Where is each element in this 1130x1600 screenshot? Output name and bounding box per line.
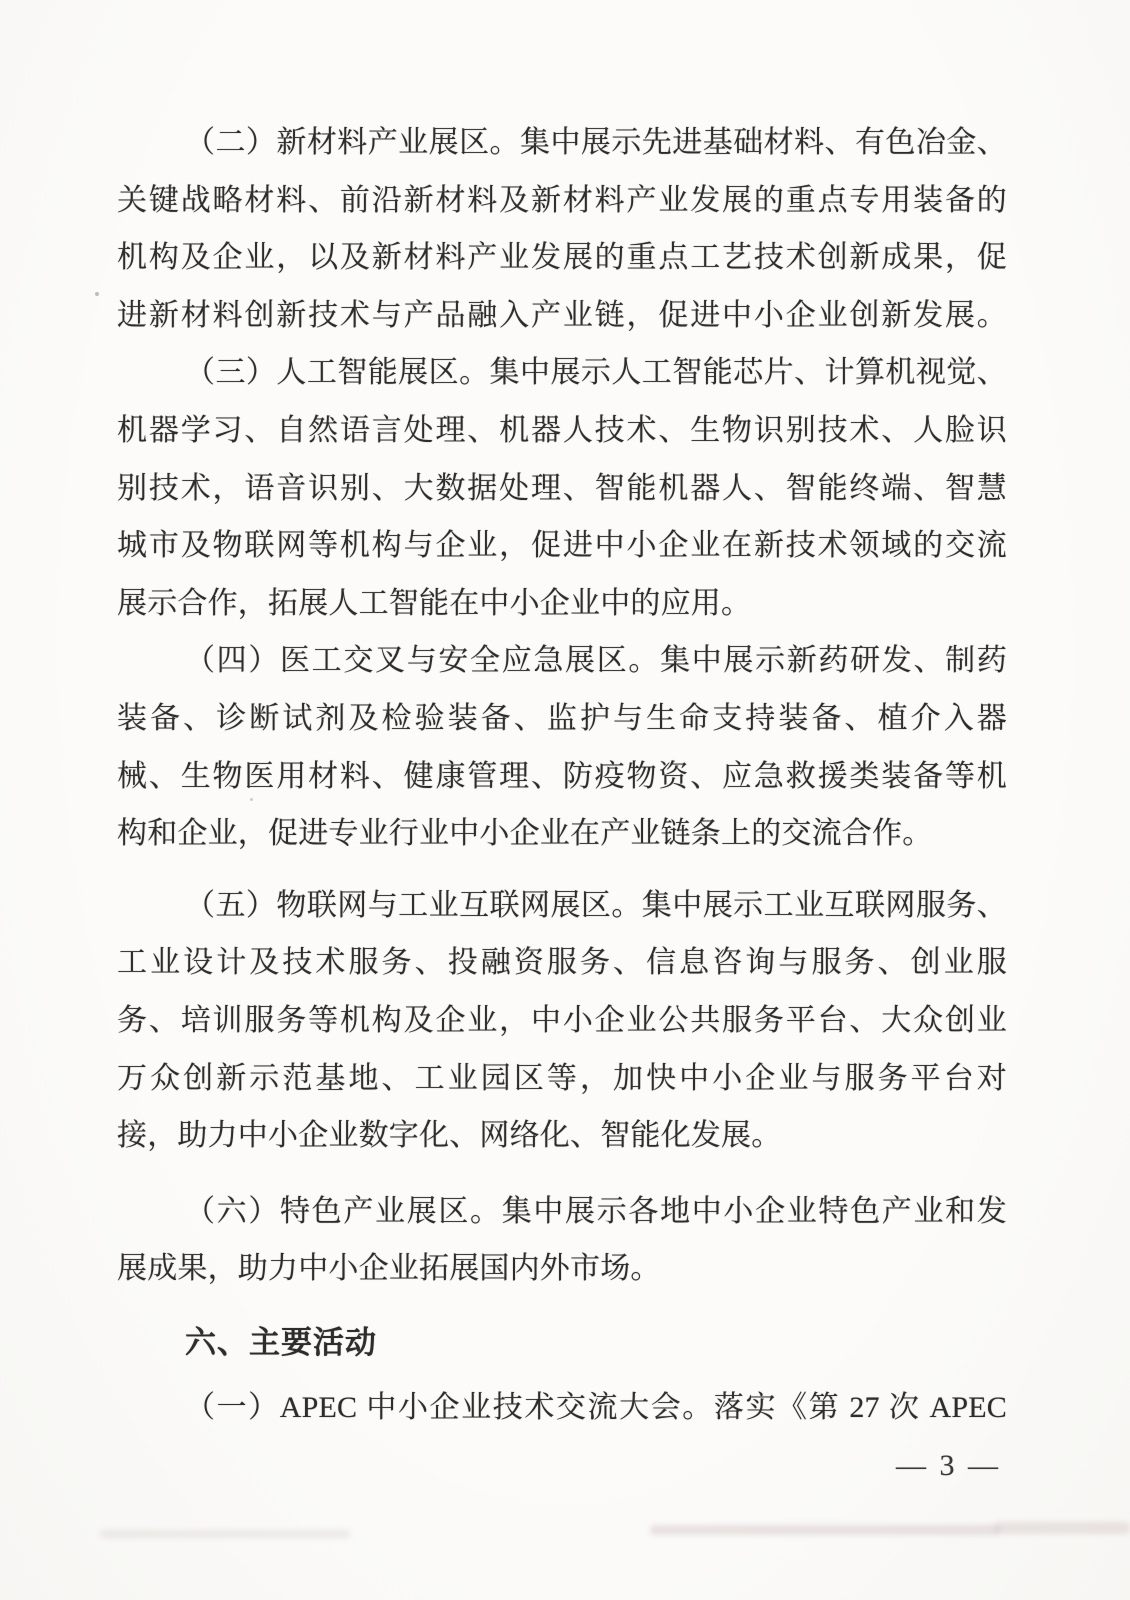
- heading-main-activities: [117, 1314, 1007, 1372]
- text-line: （四）医工交叉与安全应急展区。集中展示新药研发、制药: [185, 644, 1007, 678]
- text-line: 机器学习、自然语言处理、机器人技术、生物识别技术、人脸识: [117, 413, 1007, 447]
- text-line: 接，助力中小企业数字化、网络化、智能化发展。: [117, 1119, 782, 1153]
- text-line: 务、培训服务等机构及企业，中小企业公共服务平台、大众创业: [117, 1003, 1007, 1037]
- scan-artifact-bleedthrough: [995, 1522, 1130, 1534]
- text-line: 械、生物医用材料、健康管理、防疫物资、应急救援类装备等机: [117, 759, 1007, 793]
- text-line: 关键战略材料、前沿新材料及新材料产业发展的重点专用装备的: [117, 183, 1007, 217]
- scan-artifact-speck: [95, 292, 99, 296]
- text-line: 进新材料创新技术与产品融入产业链，促进中小企业创新发展。: [117, 298, 1007, 332]
- section-3-ai-zone: [117, 344, 1007, 632]
- text-line: （六）特色产业展区。集中展示各地中小企业特色产业和发: [185, 1194, 1007, 1228]
- section-5-iot-industrial-internet-zone: [117, 877, 1007, 1165]
- text-line: （一）APEC 中小企业技术交流大会。落实《第 27 次 APEC: [185, 1391, 1007, 1425]
- text-line: （五）物联网与工业互联网展区。集中展示工业互联网服务、: [185, 888, 1007, 922]
- text-line: 装备、诊断试剂及检验装备、监护与生命支持装备、植介入器: [117, 701, 1007, 735]
- text-line: 展成果，助力中小企业拓展国内外市场。: [117, 1252, 661, 1286]
- text-line: 六、主要活动: [185, 1324, 377, 1360]
- text-line: 城市及物联网等机构与企业，促进中小企业在新技术领域的交流: [117, 529, 1007, 563]
- text-line: 别技术，语音识别、大数据处理、智能机器人、智能终端、智慧: [117, 471, 1007, 505]
- text-line: 工业设计及技术服务、投融资服务、信息咨询与服务、创业服: [117, 946, 1007, 980]
- scan-artifact-speck: [250, 798, 253, 801]
- text-line: （三）人工智能展区。集中展示人工智能芯片、计算机视觉、: [185, 356, 1007, 390]
- document-body: [117, 114, 1007, 1437]
- section-2-new-materials-zone: [117, 114, 1007, 344]
- text-line: 机构及企业，以及新材料产业发展的重点工艺技术创新成果，促: [117, 241, 1007, 275]
- section-6-special-industries-zone: [117, 1183, 1007, 1298]
- scan-artifact-bleedthrough: [650, 1525, 1000, 1535]
- scan-artifact-bleedthrough: [100, 1530, 350, 1538]
- text-line: （二）新材料产业展区。集中展示先进基础材料、有色冶金、: [185, 126, 1007, 159]
- item-1-apec-sme-conference: [117, 1379, 1007, 1437]
- text-line: 万众创新示范基地、工业园区等，加快中小企业与服务平台对: [117, 1061, 1007, 1095]
- text-line: 构和企业，促进专业行业中小企业在产业链条上的交流合作。: [117, 817, 933, 851]
- page-number: — 3 —: [896, 1449, 998, 1482]
- section-4-medical-emergency-zone: [117, 632, 1007, 862]
- text-line: 展示合作，拓展人工智能在中小企业中的应用。: [117, 586, 752, 620]
